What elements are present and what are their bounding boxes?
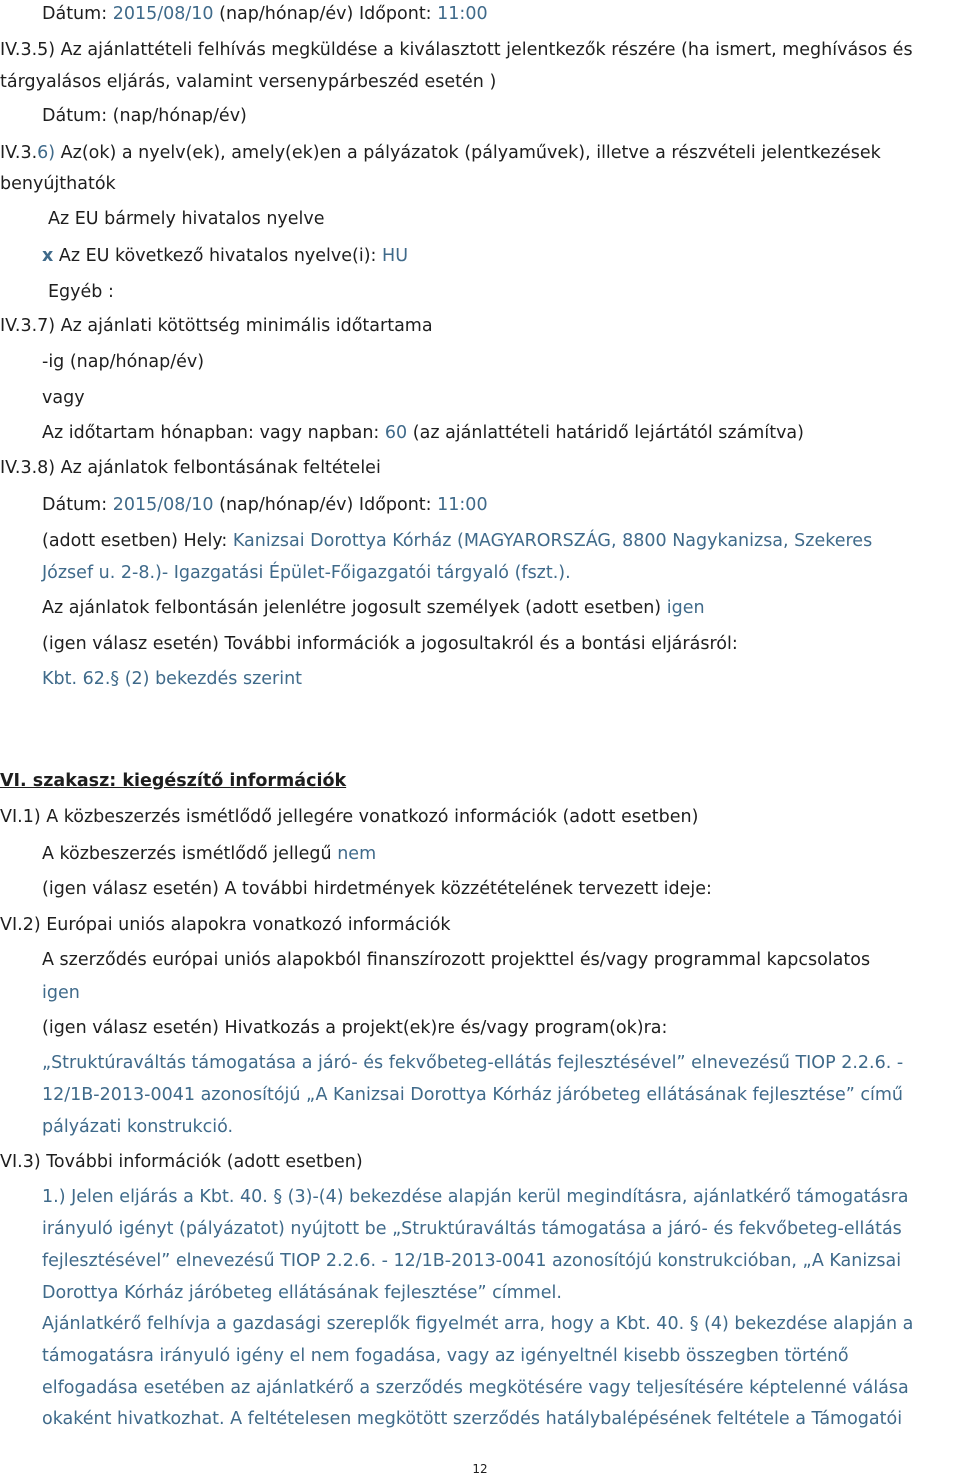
- days-value: 60: [384, 423, 408, 443]
- section-vi-3-line: irányuló igényt (pályázatot) nyújtott be „Struktúraváltás támogatása a járó- és fekvőbeteg-ellátás: [42, 1219, 902, 1239]
- date-label: Dátum:: [42, 4, 108, 24]
- section-vi-3-line: Dorottya Kórház járóbeteg ellátásának fejlesztése” címmel.: [42, 1283, 562, 1303]
- section-vi-2-ref-line: 12/1B-2013-0041 azonosítójú „A Kanizsai Dorottya Kórház járóbeteg ellátásának fejlesztése” című: [42, 1085, 904, 1105]
- language-value: HU: [382, 246, 408, 266]
- section-iv-3-8-title: IV.3.8) Az ajánlatok felbontásának feltételei: [0, 458, 381, 478]
- checkmark-x-icon: x: [42, 246, 54, 266]
- section-iv-3-5-line1: IV.3.5) Az ajánlattételi felhívás megküldése a kiválasztott jelentkezők részére (ha ismert, meghívásos és: [0, 40, 913, 60]
- section-vi-3-line: támogatásra irányuló igény el nem fogadása, vagy az igényeltnél kisebb összegben történő: [42, 1346, 849, 1366]
- language-option-other: Egyéb :: [48, 282, 114, 302]
- section-vi-heading: VI. szakasz: kiegészítő információk: [0, 771, 347, 791]
- section-iv-3-6-line1: IV.3.6) Az(ok) a nyelv(ek), amely(ek)en a pályázatok (pályaművek), illetve a részvételi jelentkezések: [0, 143, 881, 163]
- section-vi-3-line: 1.) Jelen eljárás a Kbt. 40. § (3)-(4) bekezdése alapján kerül megindításra, ajánlatkérő támogatásra: [42, 1187, 909, 1207]
- section-vi-2-ref-line: pályázati konstrukció.: [42, 1117, 234, 1137]
- page-number: 12: [472, 1462, 488, 1476]
- section-iv-3-7-or: vagy: [42, 388, 85, 408]
- section-iv-3-5-date: Dátum: (nap/hónap/év): [42, 106, 247, 126]
- section-iv-3-7-ig-line: -ig (nap/hónap/év): [42, 352, 205, 372]
- opening-place-line2: József u. 2-8.)- Igazgatási Épület-Főigazgatói tárgyaló (fszt.).: [42, 563, 571, 583]
- section-vi-1-title: VI.1) A közbeszerzés ismétlődő jellegére vonatkozó információk (adott esetben): [0, 807, 699, 827]
- section-vi-3-line: fejlesztésével” elnevezésű TIOP 2.2.6. - 12/1B-2013-0041 azonosítójú konstrukcióban, „A Kanizsai: [42, 1251, 902, 1271]
- section-iv-3-7-title: IV.3.7) Az ajánlati kötöttség minimális időtartama: [0, 316, 433, 336]
- section-iv-3-6-line2: benyújthatók: [0, 174, 116, 194]
- opening-info-value: Kbt. 62.§ (2) bekezdés szerint: [42, 669, 303, 689]
- opening-time-value: 11:00: [437, 495, 488, 515]
- section-vi-3-line: okaként hivatkozhat. A feltételesen megkötött szerződés hatálybalépésének feltétele a Támogatói: [42, 1409, 903, 1429]
- time-label: Időpont:: [358, 4, 432, 24]
- date-format: (nap/hónap/év): [219, 4, 354, 24]
- section-vi-3-line: elfogadása esetében az ajánlatkérő a szerződés megkötésére vagy teljesítésére képtelenné válása: [42, 1378, 909, 1398]
- opening-place-line1: (adott esetben) Hely: Kanizsai Dorottya Kórház (MAGYARORSZÁG, 8800 Nagykanizsa, Szekeres: [42, 531, 873, 551]
- section-iv-3-7-duration: Az időtartam hónapban: vagy napban: 60 (az ajánlattételi határidő lejártától számítva): [42, 423, 804, 443]
- section-vi-2-value: igen: [42, 983, 80, 1003]
- language-option-following: x Az EU következő hivatalos nyelve(i): HU: [42, 246, 408, 266]
- section-vi-1-next: (igen válasz esetén) A további hirdetmények közzétételének tervezett ideje:: [42, 879, 712, 899]
- section-vi-3-line: Ajánlatkérő felhívja a gazdasági szereplők figyelmét arra, hogy a Kbt. 40. § (4) bekezdése alapján a: [42, 1314, 914, 1334]
- section-vi-2-ref-line: „Struktúraváltás támogatása a járó- és fekvőbeteg-ellátás fejlesztésével” elnevezésű TIOP 2.2.6. -: [42, 1053, 904, 1073]
- section-iv-3-5-line2: tárgyalásos eljárás, valamint versenypárbeszéd esetén ): [0, 72, 497, 92]
- section-vi-2-label: A szerződés európai uniós alapokból finanszírozott projekttel és/vagy programmal kapcsolatos: [42, 950, 871, 970]
- section-vi-2-title: VI.2) Európai uniós alapokra vonatkozó információk: [0, 915, 451, 935]
- date-value: 2015/08/10: [112, 4, 214, 24]
- opening-date-value: 2015/08/10: [112, 495, 214, 515]
- opening-date-line: Dátum: 2015/08/10 (nap/hónap/év) Időpont: 11:00: [42, 495, 488, 515]
- opening-attendance: Az ajánlatok felbontásán jelenlétre jogosult személyek (adott esetben) igen: [42, 598, 705, 618]
- opening-info-label: (igen válasz esetén) További információk a jogosultakról és a bontási eljárásról:: [42, 634, 738, 654]
- language-option-any: Az EU bármely hivatalos nyelve: [48, 209, 325, 229]
- time-value: 11:00: [437, 4, 488, 24]
- section-vi-3-title: VI.3) További információk (adott esetben): [0, 1152, 363, 1172]
- date-line: [42, 2, 488, 26]
- section-vi-2-ref-label: (igen válasz esetén) Hivatkozás a projekt(ek)re és/vagy program(ok)ra:: [42, 1018, 668, 1038]
- section-vi-1-recurring: A közbeszerzés ismétlődő jellegű nem: [42, 844, 377, 864]
